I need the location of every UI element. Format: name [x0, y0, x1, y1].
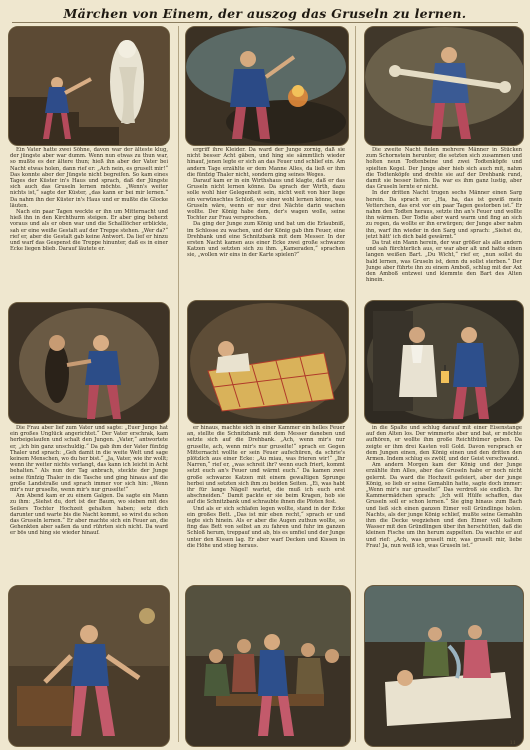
illustration-ghost-on-stairs: [8, 26, 170, 146]
page-number: 11: [509, 740, 516, 746]
paragraph: Und als er sich schlafen legen wollte, stand in der Ecke ein großes Bett. „Das ist mir eben recht,“ sprach er und legte sich hinein. Als er aber die Augen zuthun wollte, so fing das Bett von selbst an zu fahren und fuhr im ganzen Schloß herum, treppauf und ab, bis es umfiel und der Junge unter den Kissen lag. Er aber warf Decken und Kissen in die Höhe und stieg heraus.: [187, 505, 345, 549]
paragraph: In der dritten Nacht trugen sechs Männer einen Sarg herein. Da sprach er: „Ha, ha, das ist gewiß mein Vetterchen, das erst vor ein paar Tagen gestorben ist.“ Er nahm den Todten heraus, setzte ihn an's Feuer und wollte ihn wärmen. Der Todte aber ward warm und fing an sich zu regen, da wollte er ihn erwürgen; der Junge aber nahm ihn, warf ihn wieder in den Sarg und sprach: „Siehst du, jetzt hätt' ich dich bald gewärmt.“: [366, 190, 522, 240]
inn-kitchen-picture: [9, 586, 169, 746]
page-title: Märchen von Einem, der auszog das Gruseln zu lernen.: [63, 6, 467, 21]
old-man-lantern-picture: [365, 301, 523, 423]
illustration-inn-kitchen: [8, 585, 170, 747]
title-rule: [12, 22, 518, 23]
paragraph: Darauf kam er in ein Wirthshaus und klagte, daß er das Gruseln nicht lernen könne. Da sprach der Wirth, dazu solle wohl hier Gelegenheit sein, nicht weit von hier liege ein verwünschtes Schloß, wo einer wohl lernen könne, was Gruseln wäre, wenn er nur drei Nächte darin wachen wollte. Der König habe dem, der's wagen wolle, seine Tochter zur Frau versprochen.: [187, 178, 345, 222]
illustration-bed-ride: [187, 300, 349, 424]
paragraph: Am andern Morgen kam der König und der Junge erzählte ihm Alles, aber das Gruseln habe er noch nicht gelernt. Da ward die Hochzeit gefeiert, aber der junge König, so lieb er seine Gemahlin hatte, sagte doch immer: „Wenn mir's nur gruselte!“ Das verdroß sie endlich. Ihr Kammermädchen sprach: „Ich will Hülfe schaffen, das Gruseln soll er schon lernen.“ Sie ging hinaus zum Bach und ließ sich einen ganzen Eimer voll Gründlinge holen. Nachts, als der junge König schlief, mußte seine Gemahlin ihm die Decke wegziehen und den Eimer voll kaltem Wasser mit den Gründlingen über ihn herschütten, daß die kleinen Fische um ihn herum zappelten. Da wachte er auf und rief: „Ach, was gruselt mir, was gruselt mir, liebe Frau! Ja, nun weiß ich, was Gruseln ist.“: [366, 462, 522, 549]
column-divider: [355, 26, 356, 742]
ghost-on-stairs-picture: [9, 27, 169, 145]
text-block: [366, 147, 522, 297]
paragraph: Die zweite Nacht fielen mehrere Männer in Stücken zum Schornstein herunter, die setzten sich zusammen und holten neun Todtenbeine und zwei Todtenköpfe und spielten Kegel. Der Junge aber hieb sich auch mit, nahm die Todtenköpfe und drehte sie auf der Drehbank rund, damit sie besser liefen. Da war es ihm ganz lustig, aber das Gruseln lernte er nicht.: [366, 147, 522, 191]
paragraph: er hinaus, machte sich in einer Kammer ein helles Feuer an, stellte die Schnitzbank mit dem Messer daneben und setzte sich auf die Drehbank. „Ach, wenn mir's nur gruselte, ach, wenn mir's nur gruselte!“ sprach er. Gegen Mitternacht wollte er sein Feuer aufschüren, da schrie's plötzlich aus einer Ecke: „Au miau, was frieren wir!“ „Ihr Narren,“ rief er, „was schreit ihr? wenn euch friert, kommt setzt euch an's Feuer und wärmt euch.“ Da kamen zwei große schwarze Katzen mit einem gewaltigen Sprunge herbei und setzten sich ihm zu beiden Seiten. „Ei, was habt ihr für lange Nägel! wartet, die muß ich euch erst abschneiden.“ Damit packte er sie beim Kragen, hob sie auf die Schnitzbank und schraubte ihnen die Pfoten fest.: [187, 425, 345, 506]
cat-vigil-picture: [9, 303, 169, 423]
illustration-gudgeon-bucket: [364, 585, 524, 747]
paragraph: ergriff ihre Kleider. Da ward der Junge zornig, daß sie nicht besser Acht gäben, und hing sie sämmtlich wieder hinauf, jenen legte er sich an das Feuer und schlief ein. Am andern Tage erzählte er dem Manne Alles, da ließ er ihm die fünfzig Thaler nicht, sondern ging seines Weges.: [187, 147, 345, 178]
illustration-cat-vigil: [8, 302, 170, 424]
column-divider: [178, 26, 179, 742]
bones-skittles-picture: [365, 27, 523, 145]
text-block: [10, 425, 168, 579]
text-block: [366, 425, 522, 579]
illustration-gallows-fire: [185, 26, 349, 146]
paragraph: Nach ein paar Tagen weckte er ihn um Mitternacht und hieß ihn in den Kirchthurm steigen. Er aber ging beherzt voraus und als er oben war und die Schalllöcher erblickte, sah er eine weiße Gestalt auf der Treppe stehen. „Wer da?“ rief er, aber die Gestalt gab keine Antwort. Da lief er hinzu und warf das Gespenst die Treppe hinunter, daß es in einer Ecke liegen blieb. Darauf läutete er.: [10, 209, 168, 253]
paragraph: Ein Vater hatte zwei Söhne, davon war der älteste klug, der jüngste aber war dumm. Wenn nun etwas zu thun war, so mußte es der ältere thun; hieß ihn aber der Vater bei Nacht etwas holen, dann rief er: „Ach nein, es gruselt mir!“ Das konnte aber der Jüngste nicht begreifen. So kam eines Tages der Küster in's Haus und sprach, daß der Jüngste sich auch das Gruseln lernen möchte. „Wenn's weiter nichts ist,“ sagte der Küster, „das kann er bei mir lernen.“ Da nahm ihn der Küster in's Haus und er mußte die Glocke läuten.: [10, 147, 168, 209]
illustration-old-man-lantern: [364, 300, 524, 424]
paragraph: Die Frau aber lief zum Vater und sagte: „Euer Junge hat ein großes Unglück angerichtet.“ Der Vater erschrak, kam herbeigelaufen und schalt den Jungen. „Vater,“ antwortete er, „ich bin ganz unschuldig.“ Da gab ihm der Vater fünfzig Thaler und sprach: „Geh damit in die weite Welt und sage keinem Menschen, wo du her bist.“ „Ja, Vater, wie ihr wollt; wenn ihr weiter nichts verlangt, das kann ich leicht in Acht behalten.“ Als nun der Tag anbrach, steckte der Junge seine fünfzig Thaler in die Tasche und ging hinaus auf die große Landstraße und sprach immer vor sich hin: „Wenn mir's nur gruselte, wenn mir's nur gruselte!“: [10, 425, 168, 494]
paragraph: in die Spalte und schlug darauf mit einer Eisenstange auf den Alten los. Der wimmerte aber und bat, er möchte aufhören, er wollte ihm große Reichthümer geben. Da zeigte er ihm drei Kasten voll Gold. Davon versprach er dem Jungen einen, den König einen und den dritten den Armen. Indem schlug es zwölf, und der Geist verschwand.: [366, 425, 522, 463]
bed-ride-picture: [188, 301, 348, 423]
paragraph: Da ging der Junge zum König und bat um die Erlaubniß, im Schlosse zu wachen, und der König gab ihm Feuer, eine Drehbank und eine Schnitzbank mit dem Messer. In der ersten Nacht kamen aus einer Ecke zwei große schwarze Katzen und setzten sich zu ihm. „Kameraden,“ sprachen sie, „wollen wir eins in der Karte spielen?“: [187, 221, 345, 259]
paragraph: Da trat ein Mann herein, der war größer als alle andern und sah fürchterlich aus, er war aber alt und hatte einen langen weißen Bart. „Du Wicht,“ rief er, „nun sollst du bald lernen, was Gruseln ist, denn du sollst sterben.“ Der Junge aber führte ihn zu einem Amboß, schlug mit der Axt den Amboß entzwei und klemmte den Bart des Alten hinein.: [366, 240, 522, 284]
illustration-bones-skittles: [364, 26, 524, 146]
gallows-fire-picture: [186, 27, 348, 145]
illustration-card-players: [185, 585, 351, 747]
text-block: [10, 147, 168, 297]
paragraph: Am Abend kam er zu einem Galgen. Da sagte ein Mann zu ihm: „Siehst du, dort ist der Baum, wo sieben mit des Seilers Tochter Hochzeit gehalten haben; setz dich darunter und warte bis die Nacht kommt, so wirst du schon das Gruseln lernen.“ Er aber machte sich ein Feuer an, die Gehenkten aber saßen da und rührten sich nicht. Da ward er bös und hing sie wieder hinauf.: [10, 493, 168, 537]
text-block: [187, 147, 345, 297]
gudgeon-bucket-picture: [365, 586, 523, 746]
text-block: [187, 425, 345, 579]
card-players-picture: [186, 586, 350, 746]
